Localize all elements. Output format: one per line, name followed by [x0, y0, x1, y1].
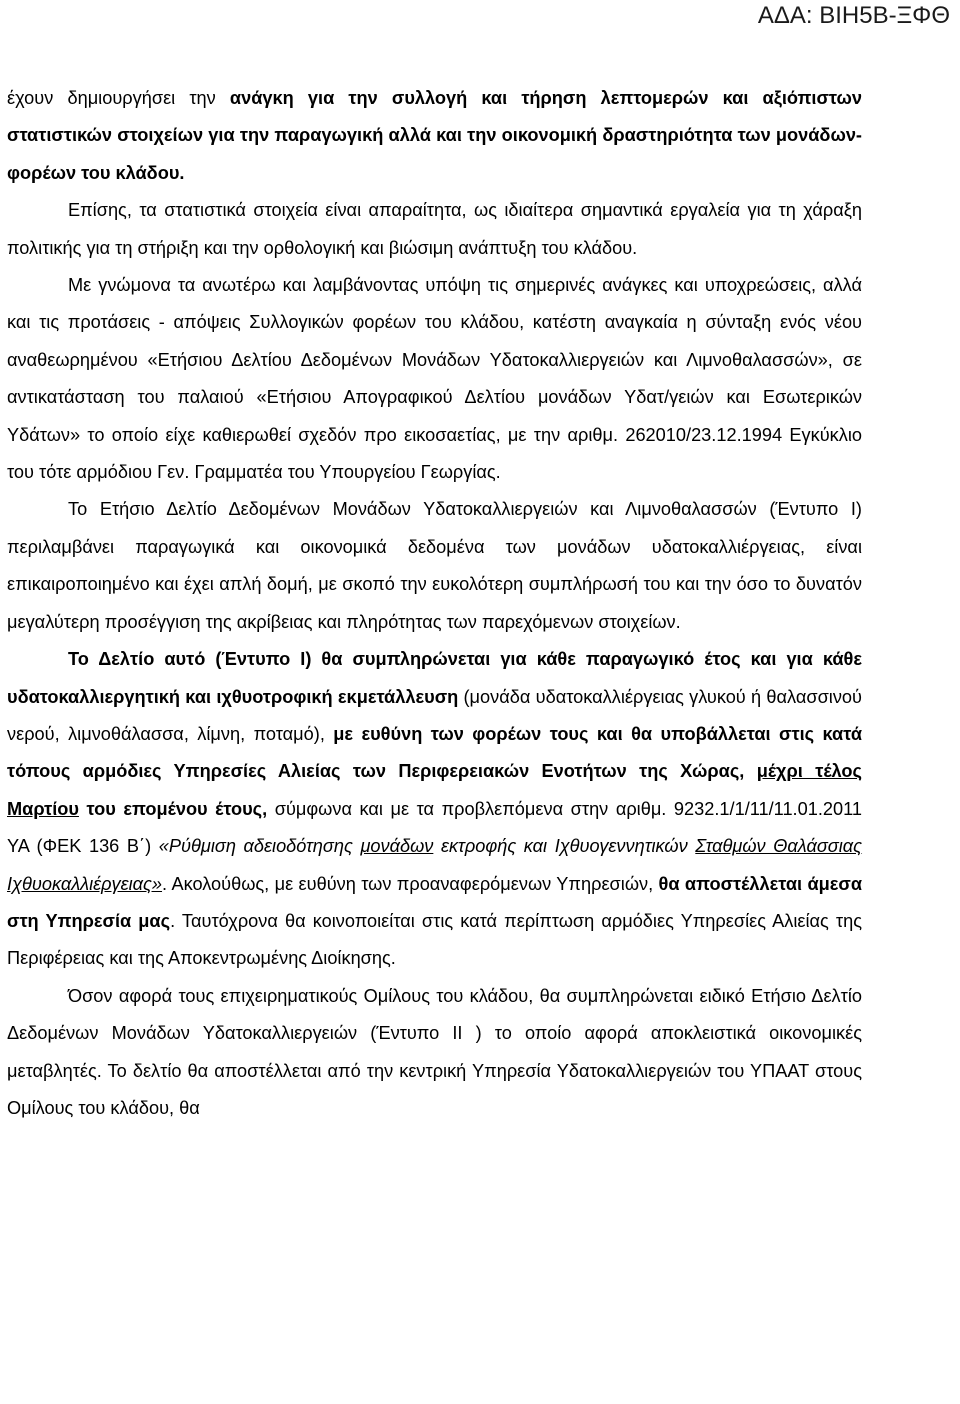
paragraph-1-text: έχουν δημιουργήσει την — [7, 88, 230, 108]
p5-italic-2: εκτροφής και Ιχθυογεννητικών — [433, 836, 696, 857]
p5-italic-1: «Ρύθμιση αδειοδότησης — [158, 836, 361, 857]
p5-italic-underline-2: Σταθμών Θαλάσσιας Ιχθυοκαλλιέργειας» — [7, 836, 863, 894]
p5-text-4: . Ταυτόχρονα θα κοινοποιείται στις κατά περίπτωση αρμόδιες Υπηρεσίες Αλιείας της Περιφέρειας και της Αποκεντρωμένης Διοίκησης. — [7, 910, 862, 969]
paragraph-2: Επίσης, τα στατιστικά στοιχεία είναι απαραίτητα, ως ιδιαίτερα σημαντικά εργαλεία για τη χάραξη πολιτικής για τη στήριξη και την ορθολογική και βιώσιμη ανάπτυξη του κλάδου. — [7, 200, 862, 258]
p5-text-3: . Ακολούθως, με ευθύνη των προαναφερόμενων Υπηρεσιών, — [162, 873, 659, 894]
p5-deadline: μέχρι τέλος Μαρτίου — [7, 761, 862, 819]
p5-bold-2: με ευθύνη των φορέων τους και θα υποβάλλεται στις κατά τόπους αρμόδιες Υπηρεσίες Αλιείας των Περιφερειακών Ενοτήτων της Χώρας, — [7, 723, 862, 782]
paragraph-4: Το Ετήσιο Δελτίο Δεδομένων Μονάδων Υδατοκαλλιεργειών και Λιμνοθαλασσών (Έντυπο Ι) περιλαμβάνει παραγωγικά και οικονομικά δεδομένα των μονάδων υδατοκαλλιέργειας, είναι επικαιροποιημένο και έχει απλή δομή, με σκοπό την ευκολότερη συμπλήρωσή του και την όσο το δυνατόν μεγαλύτερη προσέγγιση της ακρίβειας και πληρότητας των παρεχόμενων στοιχείων. — [7, 499, 862, 632]
p5-bold-1: Το Δελτίο αυτό (Έντυπο Ι) θα συμπληρώνεται για κάθε παραγωγικό έτος και για κάθε υδατοκαλλιεργητική και ιχθυοτροφική εκμετάλλευση — [7, 649, 862, 707]
paragraph-1 — [7, 80, 862, 192]
document-body — [7, 80, 862, 1127]
p5-text-1: (μονάδα υδατοκαλλιέργειας γλυκού ή θαλασσινού νερού, λιμνοθάλασσα, λίμνη, ποταμό), — [7, 686, 862, 744]
ada-code: ΑΔΑ: ΒΙΗ5Β-ΞΦΘ — [757, 2, 950, 29]
p5-italic-underline-1: μονάδων — [360, 836, 434, 857]
p5-text-2: σύμφωνα και με τα προβλεπόμενα στην αριθμ. 9232.1/1/11/11.01.2011 ΥΑ (ΦΕΚ 136 Β΄) — [7, 798, 863, 857]
paragraph-3: Με γνώμονα τα ανωτέρω και λαμβάνοντας υπόψη τις σημερινές ανάγκες και υποχρεώσεις, αλλά και τις προτάσεις - απόψεις Συλλογικών φορέων του κλάδου, κατέστη αναγκαία η σύνταξη ενός νέου αναθεωρημένου «Ετήσιου Δελτίου Δεδομένων Μονάδων Υδατοκαλλιεργειών και Λιμνοθαλασσών», σε αντικατάσταση του παλαιού «Ετήσιου Απογραφικού Δελτίου μονάδων Υδατ/γειών και Εσωτερικών Υδάτων» το οποίο είχε καθιερωθεί σχεδόν προ εικοσαετίας, με την αριθμ. 262010/23.12.1994 Εγκύκλιο του τότε αρμόδιου Γεν. Γραμματέα του Υπουργείου Γεωργίας. — [7, 275, 862, 483]
p5-bold-3: του επομένου έτους, — [78, 798, 268, 819]
paragraph-5 — [7, 641, 862, 978]
p5-bold-4: θα αποστέλλεται άμεσα στη Υπηρεσία μας — [7, 873, 863, 931]
paragraph-1-bold: ανάγκη για την συλλογή και τήρηση λεπτομερών και αξιόπιστων στατιστικών στοιχείων για την παραγωγική αλλά και την οικονομική δραστηριότητα των μονάδων-φορέων του κλάδου. — [7, 88, 862, 183]
paragraph-6: Όσον αφορά τους επιχειρηματικούς Ομίλους του κλάδου, θα συμπληρώνεται ειδικό Ετήσιο Δελτίο Δεδομένων Μονάδων Υδατοκαλλιεργειών (Έντυπο ΙΙ ) το οποίο αφορά αποκλειστικά οικονομικές μεταβλητές. Το δελτίο θα αποστέλλεται από την κεντρική Υπηρεσία Υδατοκαλλιεργειών του ΥΠΑΑΤ στους Ομίλους του κλάδου, θα — [7, 985, 862, 1118]
